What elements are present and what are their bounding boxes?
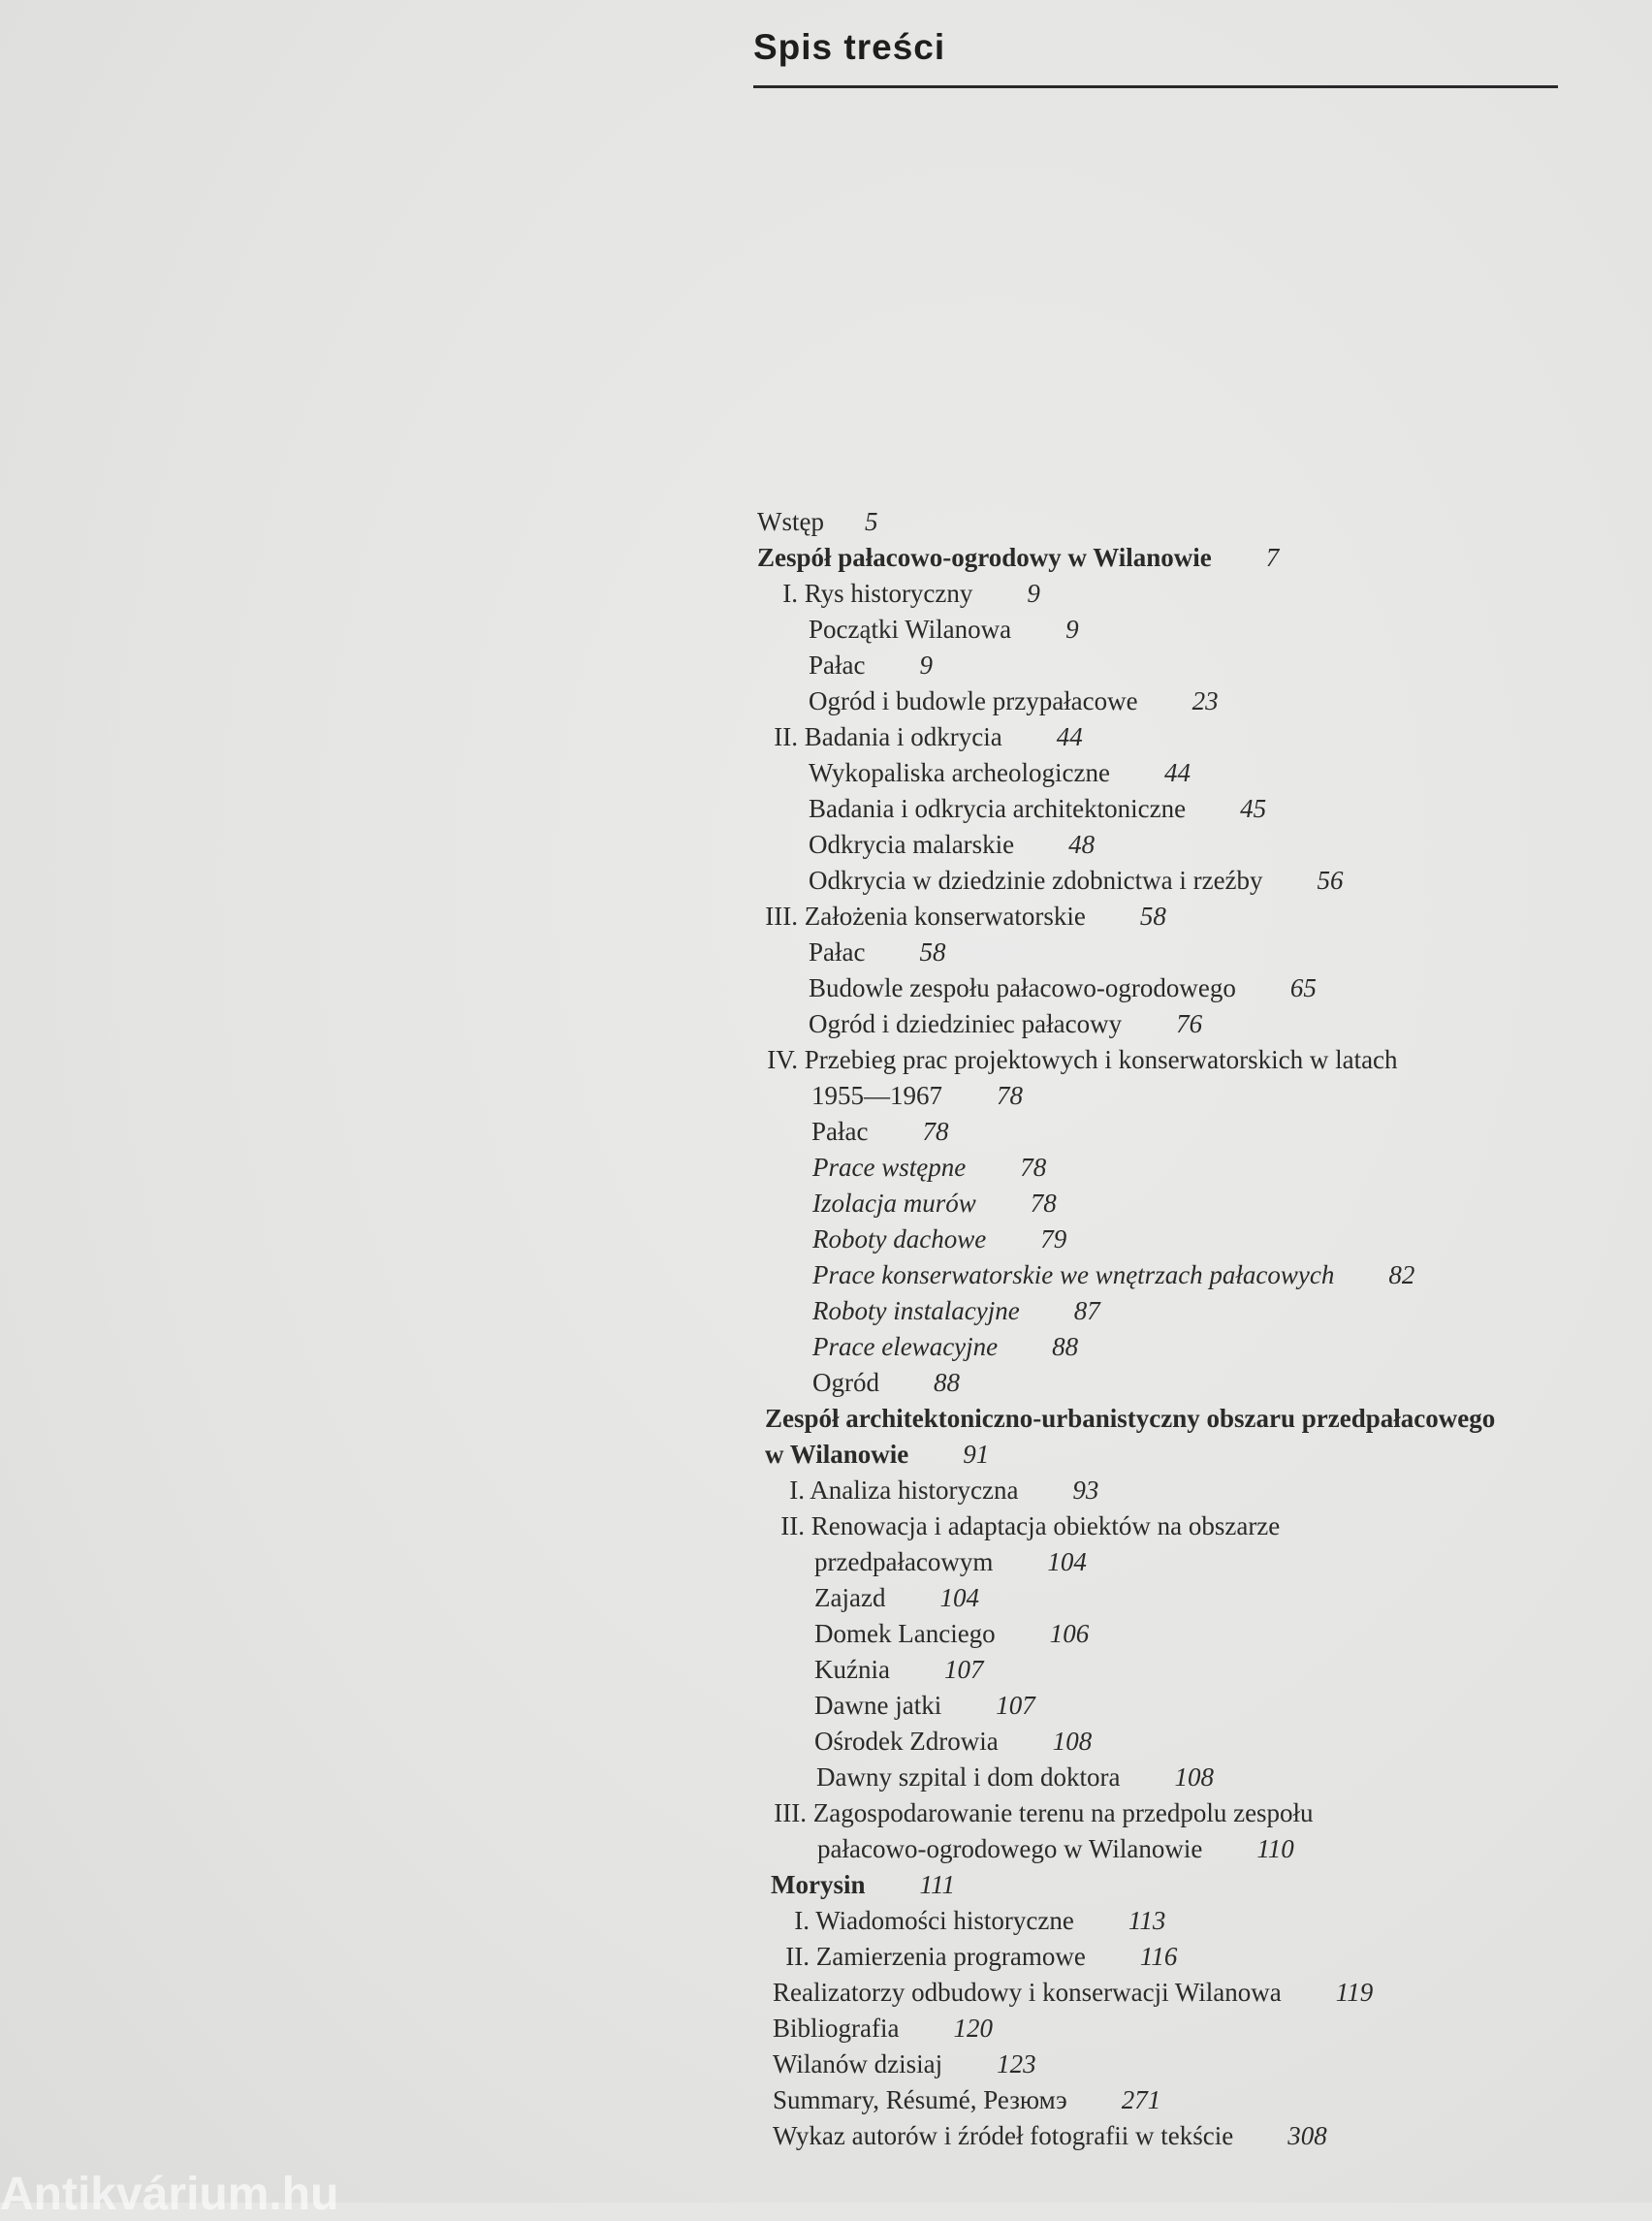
- page-title: Spis treści: [753, 27, 946, 67]
- toc-section-heading: Zespół architektoniczno-urbanistyczny obszaru przedpałacowego: [765, 1404, 1496, 1433]
- toc-entry: Prace elewacyjne 88: [812, 1332, 1079, 1361]
- toc-section-heading: w Wilanowie 91: [765, 1440, 990, 1469]
- toc-entry: Domek Lanciego 106: [814, 1619, 1090, 1648]
- toc-entry: II. Badania i odkrycia 44: [774, 722, 1083, 751]
- toc-entry: przedpałacowym 104: [814, 1547, 1087, 1576]
- toc-entry: I. Analiza historyczna 93: [789, 1475, 1099, 1505]
- toc-entry: Summary, Résumé, Резюмэ 271: [773, 2085, 1161, 2114]
- toc-entry: Prace wstępne 78: [812, 1153, 1047, 1182]
- toc-entry: Badania i odkrycia architektoniczne 45: [809, 794, 1267, 823]
- toc-entry: II. Renowacja i adaptacja obiektów na obszarze: [780, 1511, 1281, 1540]
- toc-entry: Dawne jatki 107: [814, 1691, 1035, 1720]
- toc-entry: III. Zagospodarowanie terenu na przedpolu zespołu: [774, 1798, 1314, 1827]
- toc-entry: Budowle zespołu pałacowo-ogrodowego 65: [809, 973, 1317, 1002]
- toc-entry: III. Założenia konserwatorskie 58: [765, 902, 1166, 931]
- toc-entry: Pałac 9: [809, 650, 933, 680]
- toc-entry: Odkrycia malarskie 48: [809, 830, 1096, 859]
- toc-entry: 1955—1967 78: [811, 1081, 1023, 1110]
- toc-entry: Pałac 58: [809, 937, 946, 967]
- toc-entry: Izolacja murów 78: [812, 1189, 1057, 1218]
- toc-entry: Prace konserwatorskie we wnętrzach pałacowych 82: [812, 1260, 1415, 1289]
- toc-entry: Wykopaliska archeologiczne 44: [809, 758, 1191, 787]
- toc-entry: Wstęp 5: [757, 507, 878, 536]
- toc-entry: Bibliografia 120: [773, 2014, 993, 2043]
- toc-entry: Realizatorzy odbudowy i konserwacji Wilanowa 119: [773, 1978, 1374, 2007]
- toc-entry: Początki Wilanowa 9: [809, 615, 1079, 644]
- watermark-text: Antikvárium.hu: [0, 2169, 339, 2220]
- toc-entry: Dawny szpital i dom doktora 108: [816, 1762, 1214, 1792]
- toc-entry: Pałac 78: [811, 1117, 949, 1146]
- toc-entry: Ogród i dziedziniec pałacowy 76: [809, 1009, 1203, 1038]
- toc-entry: I. Rys historyczny 9: [782, 579, 1040, 608]
- toc-entry: Kuźnia 107: [814, 1655, 984, 1684]
- toc-entry: Ośrodek Zdrowia 108: [814, 1727, 1093, 1756]
- toc-entry: Ogród i budowle przypałacowe 23: [809, 686, 1219, 715]
- toc-entry: II. Zamierzenia programowe 116: [785, 1942, 1178, 1971]
- toc-section-heading: Zespół pałacowo-ogrodowy w Wilanowie 7: [757, 543, 1280, 572]
- toc-entry: I. Wiadomości historyczne 113: [794, 1906, 1166, 1935]
- toc-entry: IV. Przebieg prac projektowych i konserwatorskich w latach: [767, 1045, 1398, 1074]
- toc-entry: Roboty dachowe 79: [812, 1224, 1067, 1253]
- toc-entry: Ogród 88: [812, 1368, 960, 1397]
- toc-entry: Wykaz autorów i źródeł fotografii w tekście 308: [773, 2121, 1327, 2150]
- toc-entry: Wilanów dzisiaj 123: [773, 2049, 1036, 2078]
- toc-entry: Zajazd 104: [814, 1583, 979, 1612]
- toc-entry: Roboty instalacyjne 87: [812, 1296, 1100, 1325]
- toc-entry: Odkrycia w dziedzinie zdobnictwa i rzeźby 56: [809, 866, 1344, 895]
- toc-section-heading: Morysin 111: [771, 1870, 955, 1899]
- toc-entry: pałacowo-ogrodowego w Wilanowie 110: [817, 1834, 1294, 1863]
